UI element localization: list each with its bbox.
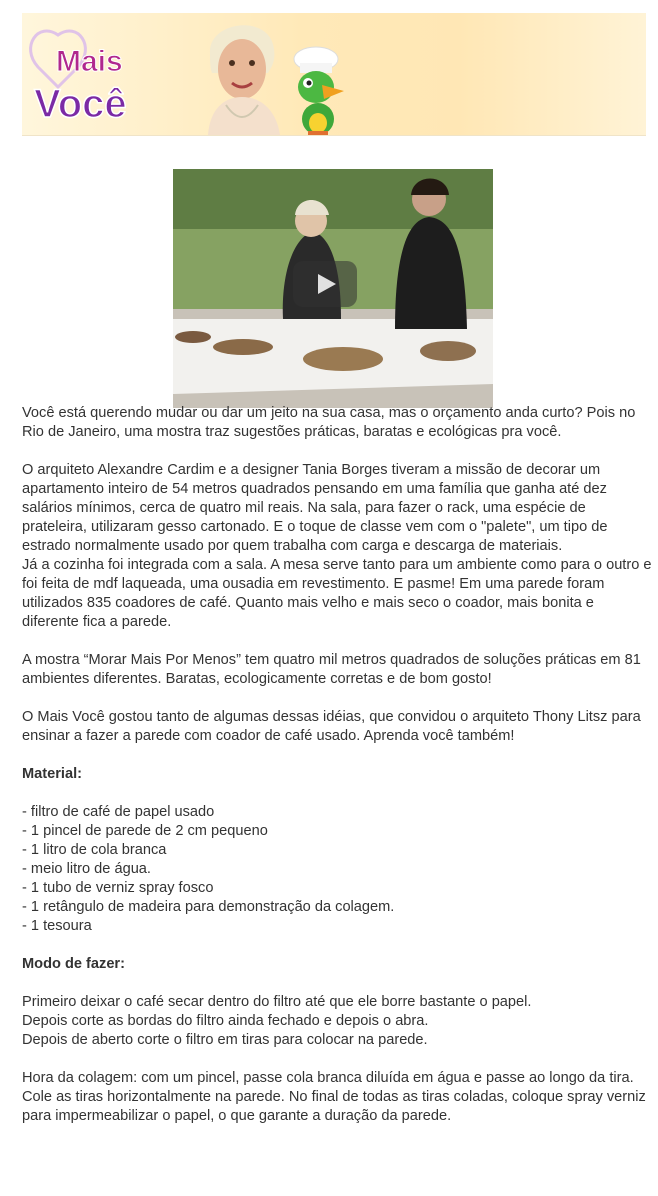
mais-voce-logo[interactable]: [28, 27, 198, 127]
list-item: - meio litro de água.: [22, 861, 151, 877]
paragraph: Hora da colagem: com um pincel, passe cola branca diluída em água e passe ao longo da tira. Cole as tiras horizontalmente na parede. No final de todas as tiras coladas, coloque spray verniz para impermeabilizar o papel, o que garante a duração da parede.: [22, 1070, 646, 1124]
list-item: - 1 litro de cola branca: [22, 842, 167, 858]
header-banner: [22, 13, 646, 136]
list-item: - 1 pincel de parede de 2 cm pequeno: [22, 823, 268, 839]
step-item: Depois corte as bordas do filtro ainda fechado e depois o abra.: [22, 1013, 429, 1029]
svg-text:Você: Você: [34, 82, 127, 126]
article-body: [22, 404, 652, 1126]
list-item: - 1 tesoura: [22, 918, 92, 934]
svg-text:Mais: Mais: [56, 45, 123, 78]
paragraph: O Mais Você gostou tanto de algumas dessas idéias, que convidou o arquiteto Thony Litsz para ensinar a fazer a parede com coador de café usado. Aprenda você também!: [22, 709, 641, 744]
paragraph: Já a cozinha foi integrada com a sala. A mesa serve tanto para um ambiente como para o outro e foi feita de mdf laqueada, uma ousadia em revestimento. E pasme! Em uma parede foram utilizados 835 coadores de café. Quanto mais velho e mais seco o coador, mais bonita e diferente fica a parede.: [22, 557, 652, 630]
video-player[interactable]: [173, 169, 493, 408]
method-heading: Modo de fazer:: [22, 956, 125, 972]
list-item: - filtro de café de papel usado: [22, 804, 215, 820]
step-item: Depois de aberto corte o filtro em tiras para colocar na parede.: [22, 1032, 428, 1048]
parrot-mascot: [278, 45, 358, 136]
material-heading: Material:: [22, 766, 83, 782]
paragraph: O arquiteto Alexandre Cardim e a designer Tania Borges tiveram a missão de decorar um apartamento inteiro de 54 metros quadrados pensando em uma família que ganha até dez salários mínimos, cerca de quatro mil reais. Na sala, para fazer o rack, uma espécie de prateleira, utilizaram gesso cartonado. E o toque de classe vem com o "palete", um tipo de estrado normalmente usado por quem trabalha com carga e descarga de materiais.: [22, 462, 608, 554]
list-item: - 1 tubo de verniz spray fosco: [22, 880, 214, 896]
step-item: Primeiro deixar o café secar dentro do filtro até que ele borre bastante o papel.: [22, 994, 532, 1010]
paragraph: A mostra “Morar Mais Por Menos” tem quatro mil metros quadrados de soluções práticas em 81 ambientes diferentes. Baratas, ecologicamente corretas e de bom gosto!: [22, 652, 641, 687]
list-item: - 1 retângulo de madeira para demonstração da colagem.: [22, 899, 395, 915]
play-icon[interactable]: [293, 261, 357, 307]
paragraph: Você está querendo mudar ou dar um jeito na sua casa, mas o orçamento anda curto? Pois no Rio de Janeiro, uma mostra traz sugestões práticas, baratas e ecológicas pra você.: [22, 405, 636, 440]
